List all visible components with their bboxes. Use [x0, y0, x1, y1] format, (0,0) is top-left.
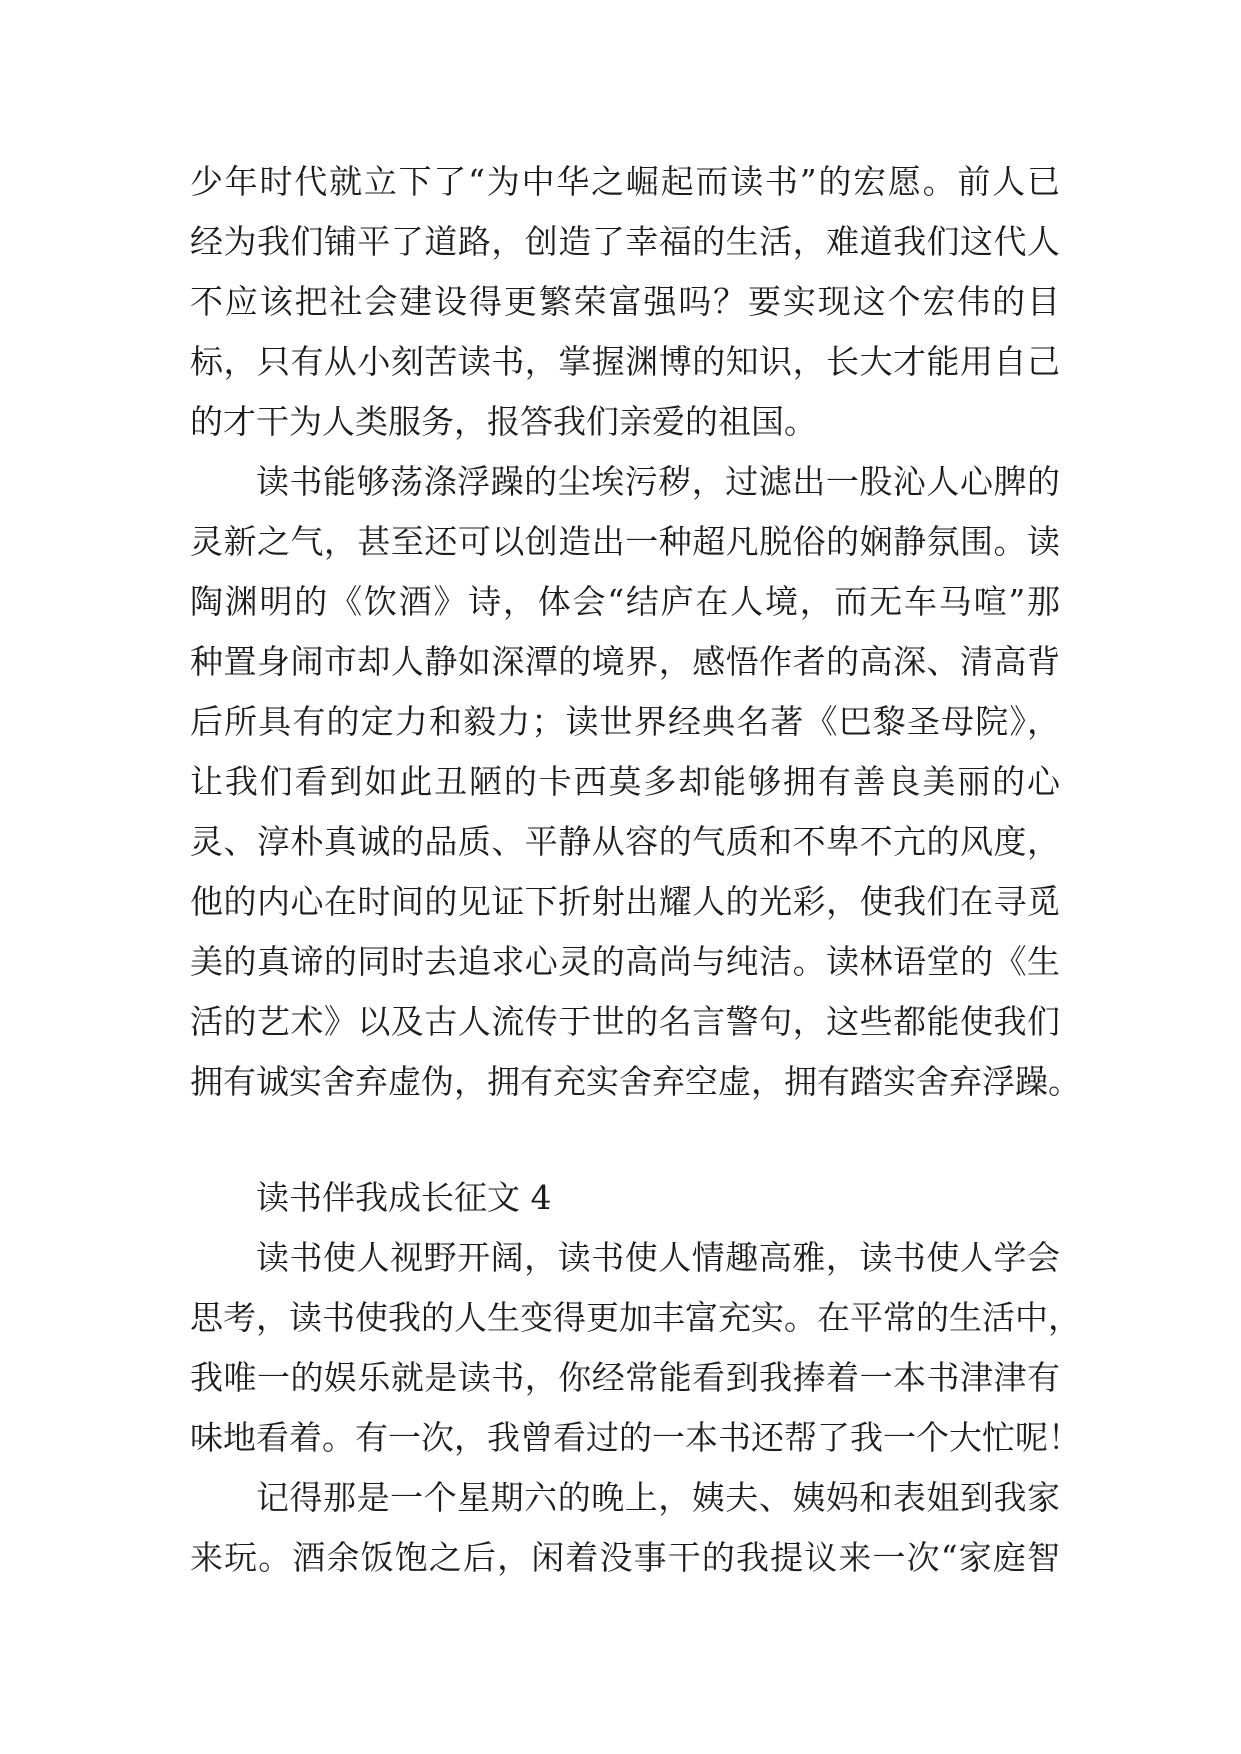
text-line: 活的艺术》以及古人流传于世的名言警句，这些都能使我们	[190, 1002, 1060, 1041]
text-line: 我唯一的娱乐就是读书，你经常能看到我捧着一本书津津有	[190, 1358, 1060, 1397]
paragraph	[190, 152, 1060, 452]
paragraph	[190, 1468, 1060, 1588]
text-line: 美的真谛的同时去追求心灵的高尚与纯洁。读林语堂的《生	[190, 942, 1060, 981]
text-line: 记得那是一个星期六的晚上，姨夫、姨妈和表姐到我家	[256, 1478, 1060, 1517]
text-line: 标，只有从小刻苦读书，掌握渊博的知识，长大才能用自己	[190, 342, 1060, 381]
text-line: 经为我们铺平了道路，创造了幸福的生活，难道我们这代人	[190, 222, 1060, 261]
text-line: 读书能够荡涤浮躁的尘埃污秽，过滤出一股沁人心脾的	[256, 462, 1060, 501]
text-line: 他的内心在时间的见证下折射出耀人的光彩，使我们在寻觅	[190, 882, 1060, 921]
text-line: 思考，读书使我的人生变得更加丰富充实。在平常的生活中，	[190, 1298, 1081, 1337]
text-line: 灵、淳朴真诚的品质、平静从容的气质和不卑不亢的风度，	[190, 822, 1060, 861]
text-line: 拥有诚实舍弃虚伪，拥有充实舍弃空虚，拥有踏实舍弃浮躁。	[190, 1062, 1081, 1101]
document-body	[190, 152, 1081, 1588]
text-line: 后所具有的定力和毅力；读世界经典名著《巴黎圣母院》，	[190, 702, 1060, 741]
paragraph	[190, 452, 1081, 1112]
section-title: 读书伴我成长征文 4	[256, 1178, 552, 1217]
text-line: 的才干为人类服务，报答我们亲爱的祖国。	[190, 402, 817, 441]
text-line: 味地看着。有一次，我曾看过的一本书还帮了我一个大忙呢！	[190, 1418, 1081, 1457]
text-line: 少年时代就立下了“为中华之崛起而读书”的宏愿。前人已	[190, 162, 1060, 201]
text-line: 读书使人视野开阔，读书使人情趣高雅，读书使人学会	[256, 1238, 1060, 1277]
section-spacer	[190, 1112, 1060, 1168]
text-line: 来玩。酒余饭饱之后，闲着没事干的我提议来一次“家庭智	[190, 1538, 1060, 1577]
paragraph	[190, 1228, 1081, 1468]
text-line: 让我们看到如此丑陋的卡西莫多却能够拥有善良美丽的心	[190, 762, 1060, 801]
text-line: 不应该把社会建设得更繁荣富强吗？要实现这个宏伟的目	[190, 282, 1060, 321]
text-line: 陶渊明的《饮酒》诗，体会“结庐在人境，而无车马喧”那	[190, 582, 1060, 621]
text-line: 种置身闹市却人静如深潭的境界，感悟作者的高深、清高背	[190, 642, 1060, 681]
text-line: 灵新之气，甚至还可以创造出一种超凡脱俗的娴静氛围。读	[190, 522, 1060, 561]
